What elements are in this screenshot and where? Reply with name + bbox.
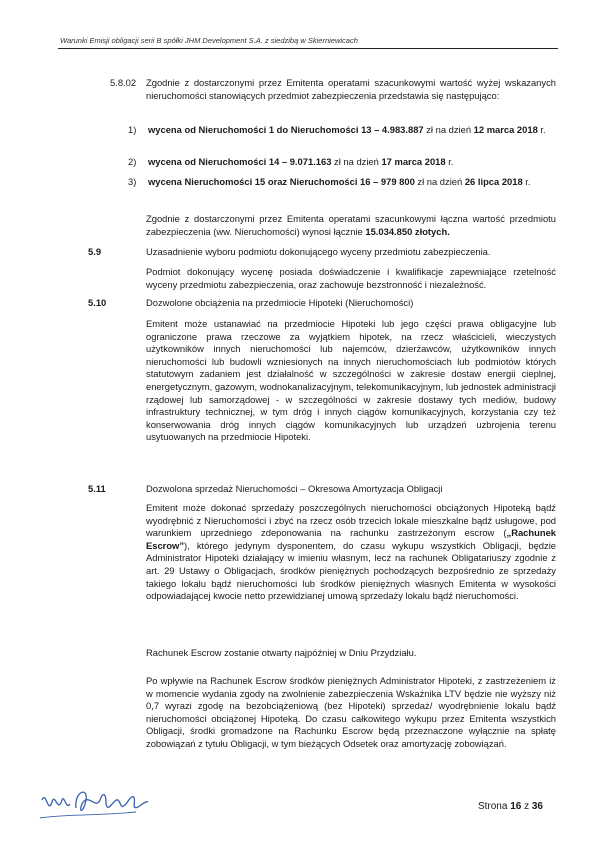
list-item-number: 1) xyxy=(128,124,137,135)
list-item-number: 2) xyxy=(128,156,137,167)
total-value-paragraph: Zgodnie z dostarczonymi przez Emitenta operatami szacunkowymi łączna wartość przedmiotu zabezpieczenia (ww. Nieruchomości) wynosi łącznie 15.034.850 złotych. xyxy=(146,213,556,237)
document-header: Warunki Emisji obligacji serii B spółki JHM Development S.A. z siedzibą w Skierniewicach xyxy=(60,36,358,45)
section-5-11-title: Dozwolona sprzedaż Nieruchomości – Okresowa Amortyzacja Obligacji xyxy=(146,483,443,494)
list-item-valuation-2: wycena od Nieruchomości 14 – 9.071.163 zł na dzień 17 marca 2018 r. xyxy=(148,156,454,167)
section-number-5-8-02: 5.8.02 xyxy=(110,77,137,88)
section-5-10-title: Dozwolone obciążenia na przedmiocie Hipoteki (Nieruchomości) xyxy=(146,297,414,308)
header-rule xyxy=(58,48,558,49)
section-number-5-11: 5.11 xyxy=(88,483,106,494)
section-5-9-text: Podmiot dokonujący wycenę posiada doświadczenie i kwalifikacje zapewniające rzetelność wyceny przedmiotu zabezpieczenia, oraz zachowuje bezstronność i niezależność. xyxy=(146,266,556,290)
list-item-valuation-3: wycena Nieruchomości 15 oraz Nieruchomości 16 – 979 800 zł na dzień 26 lipca 2018 r. xyxy=(148,176,531,187)
section-5-11-paragraph-3: Po wpływie na Rachunek Escrow środków pieniężnych Administrator Hipoteki, z zastrzeżeniem iż w momencie wydania zgody na zwolnienie zabezpieczenia Wskaźnika LTV będzie nie wyższy niż 0,7 wyrazi zgodę na bezobciążeniową (bez Hipoteki) sprzedaż/ wyodrębnienie lokalu bądź nieruchomości obciążonej Hipoteką. Do czasu całkowitego wykupu przez Emitenta wszystkich Obligacji, środki gromadzone na Rachunku Escrow będą przeznaczone wyłącznie na spłatę zobowiązań z tytułu Obligacji, w tym bieżących Odsetek oraz amortyzację zobowiązań. xyxy=(146,675,556,749)
section-5-11-paragraph-2: Rachunek Escrow zostanie otwarty najpóźniej w Dniu Przydziału. xyxy=(146,647,417,658)
handwritten-signature xyxy=(36,770,186,825)
section-number-5-9: 5.9 xyxy=(88,246,102,257)
section-number-5-10: 5.10 xyxy=(88,297,107,308)
section-5-9-title: Uzasadnienie wyboru podmiotu dokonującego wyceny przedmiotu zabezpieczenia. xyxy=(146,246,491,257)
page-number: Strona 16 z 36 xyxy=(477,801,543,812)
section-5-10-text: Emitent może ustanawiać na przedmiocie Hipoteki lub jego części prawa obligacyjne lub ograniczone prawa rzeczowe za wyjątkiem hipotek, na rzecz właścicieli, wieczystych użytkowników innych nieruchomości lub najemców, dzierżawców, użytkowników innych nieruchomości lub budowli wzniesionych na innych nieruchomościach lub podmiotów których statutowym zadaniem jest działalność w szczególności w zakresie dostaw energii cieplnej, energetycznym, gazowym, wodnokanalizacyjnym, telekomunikacyjnym, lub jednostek administracji rządowej lub samorządowej - w szczególności w zakresie dostawy tych mediów, budowy infrastruktury technicznej, w tym dróg i innych ciągów komunikacyjnych, korzystania czy też konserwowania dróg innych ciągów komunikacyjnych lub urządzeń uzbrojenia terenu usytuowanych na przedmiocie Hipoteki. xyxy=(146,318,556,443)
section-5-8-02-text: Zgodnie z dostarczonymi przez Emitenta operatami szacunkowymi wartość wyżej wskazanych nieruchomości stanowiących przedmiot zabezpieczenia przedstawia się następująco: xyxy=(146,77,556,101)
list-item-number: 3) xyxy=(128,176,137,187)
section-5-11-paragraph-1: Emitent może dokonać sprzedaży poszczególnych nieruchomości obciążonych Hipoteką bądź wyodrębnić z Nieruchomości i zbyć na rzecz osób trzecich lokale mieszkalne bądź usługowe, pod warunkiem uprzedniego zdeponowania na rachunku zastrzeżonym escrow („Rachunek Escrow”), którego jedynym dysponentem, do czasu wykupu wszystkich Obligacji, będzie Administrator Hipoteki działający w imieniu własnym, lecz na rachunek Obligatariuszy zgodnie z art. 29 Ustawy o Obligacjach, środków pieniężnych pochodzących bezpośrednio ze sprzedaży takiego lokalu bądź nieruchomości lub środków pieniężnych własnych Emitenta w wysokości odpowiadającej kwocie netto przewidzianej umową sprzedaży lokalu bądź nieruchomości. xyxy=(146,502,556,602)
list-item-valuation-1: wycena od Nieruchomości 1 do Nieruchomości 13 – 4.983.887 zł na dzień 12 marca 2018 r. xyxy=(148,124,546,135)
